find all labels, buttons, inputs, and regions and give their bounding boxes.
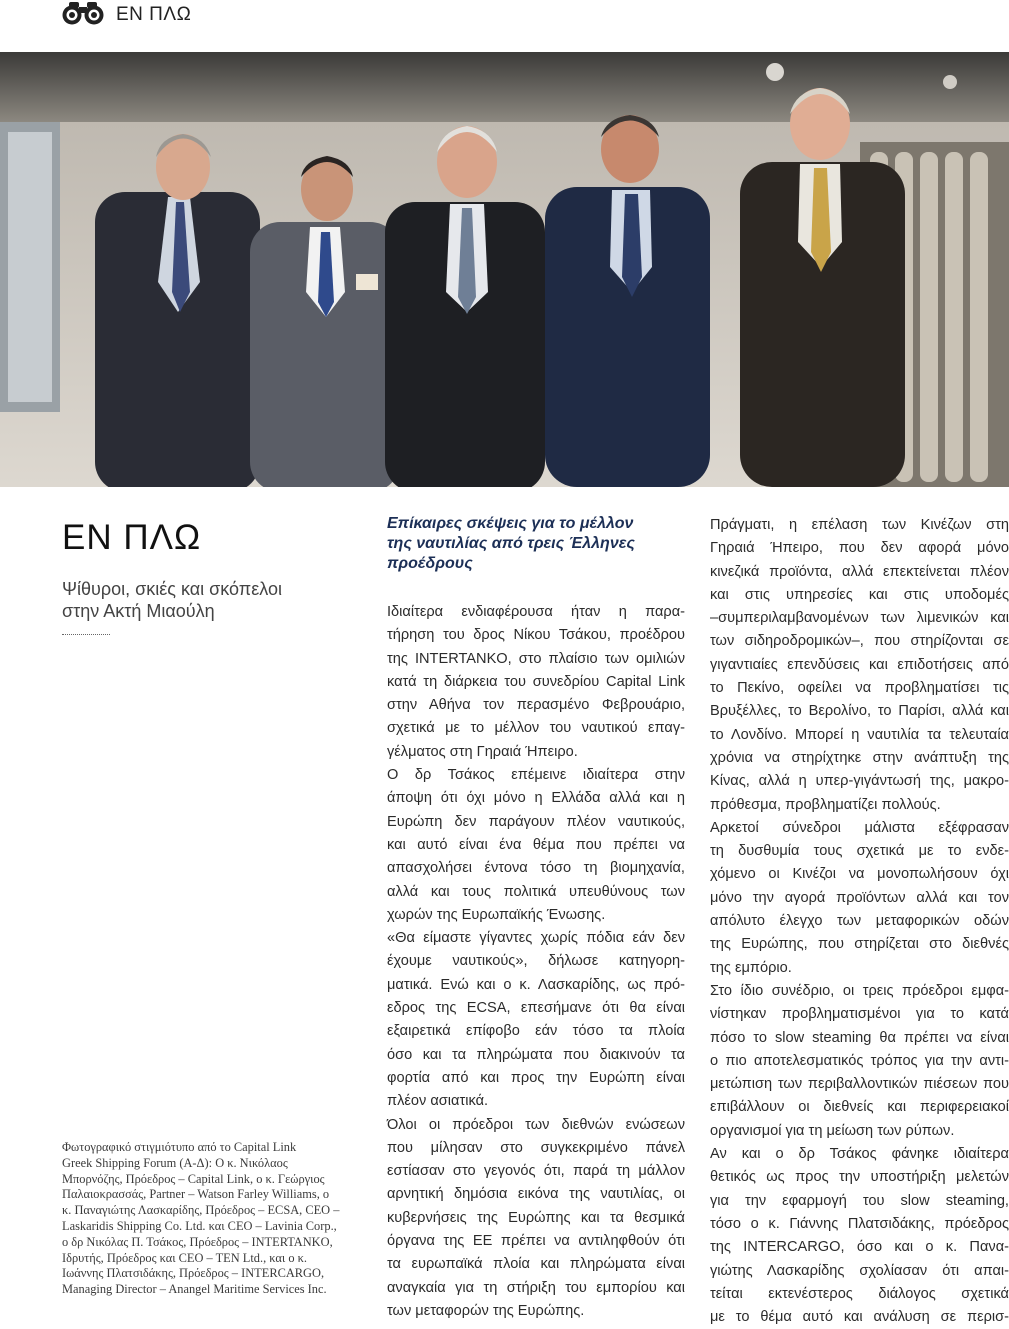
text-line: άποψη ότι όχι μόνο η Ελλάδα αλλά και η (387, 790, 685, 807)
text-line: της INTERTANKO, στο πλαίσιο των ομιλιών (387, 650, 685, 667)
text-line: Αν και ο δρ Τσάκος φάνηκε ιδιαίτερα (710, 1146, 1009, 1163)
text-line: γέλματος στη Γηραιά Ήπειρο. (387, 743, 578, 760)
text-line: Ο δρ Τσάκος επέμεινε ιδιαίτερα στην (387, 767, 685, 784)
text-line: επιβάλλουν οι διεθνείς και περιφερειακοί (710, 1099, 1009, 1116)
caption-line: Greek Shipping Forum (Α-Δ): Ο κ. Νικόλαος (62, 1155, 288, 1170)
text-line: χωρών της Ευρωπαϊκής Ένωσης. (387, 906, 606, 923)
text-line: κυβερνήσεις της Ευρώπης και τα θεσμικά (387, 1209, 685, 1226)
caption-line: κ. Παναγιώτης Λασκαρίδης, Πρόεδρος – ECSA, CEO – (62, 1203, 340, 1218)
photo-caption (62, 1140, 352, 1298)
text-line: τήρηση του δρος Νίκου Τσάκου, προέδρου (387, 627, 685, 644)
text-line: της Ευρώπης, που στηρίζεται στο διεθνές (710, 936, 1009, 953)
text-line: και αυτό είναι ένα θέμα που πρέπει να (387, 836, 685, 853)
section-heading (387, 514, 685, 574)
article-column-right (710, 514, 1009, 1329)
text-line: για την εφαρμογή του slow steaming, (710, 1192, 1009, 1209)
text-line: εστίασαν στο γεγονός ότι, παρά τη μάλλον (387, 1163, 685, 1180)
text-line: όργανα της ΕΕ πρέπει να αντιληφθούν ότι (387, 1233, 685, 1250)
text-line: Ιδιαίτερα ενδιαφέρουσα ήταν η παρα- (387, 604, 685, 620)
text-line: το Λονδίνο. Μπορεί η ναυτιλία τα τελευταία (710, 726, 1009, 743)
text-line: τόσο ο κ. Γιάννης Πλατσιδάκης, πρόεδρος (710, 1215, 1009, 1232)
paragraph (387, 927, 685, 1113)
caption-line: ο δρ Νικόλας Π. Τσάκος, Πρόεδρος – INTERTANKO, (62, 1234, 333, 1249)
text-line: των σιδηροδρομικών–, που στηρίζονται σε (710, 633, 1009, 650)
text-line: Πράγματι, η επέλαση των Κινέζων στη (710, 517, 1009, 533)
group-photo-illustration (0, 52, 1009, 487)
caption-line: Ιδρυτής, Πρόεδρος και CEO – TEN Ltd., και ο κ. (62, 1250, 307, 1265)
caption-line: Φωτογραφικό στιγμιότυπο από το Capital Link (62, 1140, 297, 1154)
text-line: Γηραιά Ήπειρο, που δεν αφορά μόνο (710, 540, 1009, 557)
text-line: ο πιο αποτελεσματικός τρόπος για την αντι- (710, 1052, 1009, 1069)
text-line: νίστηκαν προβληματισμένοι για το κατά (710, 1006, 1009, 1023)
text-line: Βρυξέλλες, το Βερολίνο, το Παρίσι, αλλά και (710, 703, 1009, 720)
caption-line: Μπορνόζης, Πρόεδρος – Capital Link, o κ. Γεώργιος (62, 1171, 325, 1186)
text-line: έχουμε ναυτικούς», δήλωσε κατηγορη- (387, 953, 685, 970)
text-line: φορτία από και προς την Ευρώπη είναι (387, 1069, 685, 1086)
text-line: όσο και τα πληρώματα που διακινούν τα (387, 1046, 685, 1063)
text-line: μετώπιση των περιβαλλοντικών πιέσεων που (710, 1076, 1009, 1093)
caption-line: Laskaridis Shipping Co. Ltd. και CEO – Lavinia Corp., (62, 1218, 337, 1233)
section-label: ΕΝ ΠΛΩ (116, 4, 192, 25)
paragraph (387, 764, 685, 927)
text-line: ματικά. Ενώ και ο κ. Λασκαρίδης, ως πρό- (387, 976, 685, 993)
heading-line: προέδρους (387, 555, 473, 572)
paragraph (710, 1143, 1009, 1329)
binoculars-icon (60, 1, 106, 30)
text-line: κινεζικά προϊόντα, αλλά επεκτείνεται πλέον (710, 563, 1009, 580)
text-line: εδρος της ECSA, επεσήμανε ότι θα είναι (387, 1000, 685, 1017)
text-line: εξαιρετικά επίφοβο εάν τόσο τα πλοία (387, 1023, 685, 1040)
text-line: θετικός ως προς την υποστήριξη μελετών (710, 1169, 1009, 1186)
text-line: Όλοι οι πρόεδροι των διεθνών ενώσεων (387, 1116, 685, 1133)
text-line: τα ευρωπαϊκά πλοία και πληρώματα είναι (387, 1256, 685, 1273)
text-line: γιώτης Λασκαρίδης σχολίασαν ότι απαι- (710, 1262, 1009, 1279)
text-line: πρόθεσμα, προβληματίζει πολλούς. (710, 796, 941, 813)
text-line: –συμπεριλαμβανομένων των λιμενικών και (710, 610, 1009, 627)
text-line: και στις υπηρεσίες και στις υποδομές (710, 586, 1009, 603)
paragraph (387, 1114, 685, 1324)
paragraph (387, 601, 685, 764)
article-column-middle (387, 514, 685, 1323)
heading-line: Επίκαιρες σκέψεις για το μέλλον (387, 515, 634, 532)
text-line: το Πεκίνο, οφείλει να προβληματίσει τις (710, 680, 1009, 697)
subtitle-line: στην Ακτή Μιαούλη (62, 601, 215, 621)
text-line: χρόνια να στηρίχτηκε στην ανάπτυξη της (710, 749, 1009, 766)
text-line: πόσο το slow steaming θα πρέπει να είναι (710, 1029, 1009, 1046)
text-line: κατά τη διάρκεια του συνεδρίου Capital Link (387, 673, 685, 690)
text-line: Ευρώπη δεν παράγουν πλέον ναυτικούς, (387, 813, 685, 830)
text-line: «Θα είμαστε γίγαντες χωρίς πόδια εάν δεν (387, 930, 685, 947)
paragraph (710, 980, 1009, 1143)
text-line: απασχολήσει έντονα τόσο τη βιομηχανία, (387, 860, 685, 877)
text-line: που μίλησαν στο συγκεκριμένο πάνελ (387, 1139, 685, 1156)
text-line: τείται εκτενέστερος διάλογος σχετικά (710, 1285, 1009, 1302)
text-line: γιγαντιαίες επενδύσεις και επιδοτήσεις από (710, 656, 1009, 673)
page-header (60, 2, 191, 28)
text-line: Στο ίδιο συνέδριο, οι τρεις πρόεδροι εμφα- (710, 982, 1009, 999)
caption-line: Ιωάννης Πλατσιδάκης, Πρόεδρος – INTERCARGO, (62, 1266, 325, 1281)
caption-line: Managing Director – Anangel Maritime Services Inc. (62, 1282, 327, 1297)
article-subtitle (62, 578, 342, 622)
subtitle-line: Ψίθυροι, σκιές και σκόπελοι (62, 579, 282, 599)
group-photo (0, 52, 1009, 487)
text-line: απόλυτο έλεγχο των μεταφορικών οδών (710, 913, 1009, 930)
text-line: πλέον ασιατικά. (387, 1093, 489, 1110)
text-line: τη δυσθυμία τους σχετικά με το ενδε- (710, 843, 1009, 860)
text-line: Αρκετοί σύνεδροι μάλιστα εξέφρασαν (710, 819, 1009, 836)
text-line: των μεταφορών της Ευρώπης. (387, 1302, 585, 1319)
text-line: της εμπόριο. (710, 959, 792, 976)
text-line: με το θέμα αυτό και ανάλυση σε περισ- (710, 1309, 1009, 1326)
text-line: μόνο την αγορά προϊόντων αλλά και τον (710, 889, 1009, 906)
text-line: στην Αθήνα τον περασμένο Φεβρουάριο, (387, 697, 685, 714)
text-line: οργανισμοί για τη μείωση των ρύπων. (710, 1122, 955, 1139)
text-line: σχετικά με το μέλλον του ναυτικού επαγ- (387, 720, 685, 737)
article-title: ΕΝ ΠΛΩ (62, 518, 202, 557)
text-line: της INTERCARGO, όσο και ο κ. Πανα- (710, 1239, 1009, 1256)
heading-line: της ναυτιλίας από τρεις Έλληνες (387, 535, 635, 552)
text-line: αλλά και τους πολιτικά υπευθύνους των (387, 883, 685, 900)
text-line: αναγκαία για τη στήριξη του εμπορίου και (387, 1279, 685, 1296)
paragraph (710, 817, 1009, 980)
text-line: αρνητική δημόσια εικόνα της ναυτιλίας, οι (387, 1186, 685, 1203)
paragraph (710, 514, 1009, 817)
text-line: Κίνας, αλλά η υπερ-γιγάντωσή της, μακρο- (710, 773, 1009, 790)
dotted-divider (62, 634, 110, 635)
text-line: χόμενο οι Κινέζοι να μονοπωλήσουν όχι (710, 866, 1009, 883)
caption-line: Παλαιοκρασσάς, Partner – Watson Farley Williams, ο (62, 1187, 330, 1202)
